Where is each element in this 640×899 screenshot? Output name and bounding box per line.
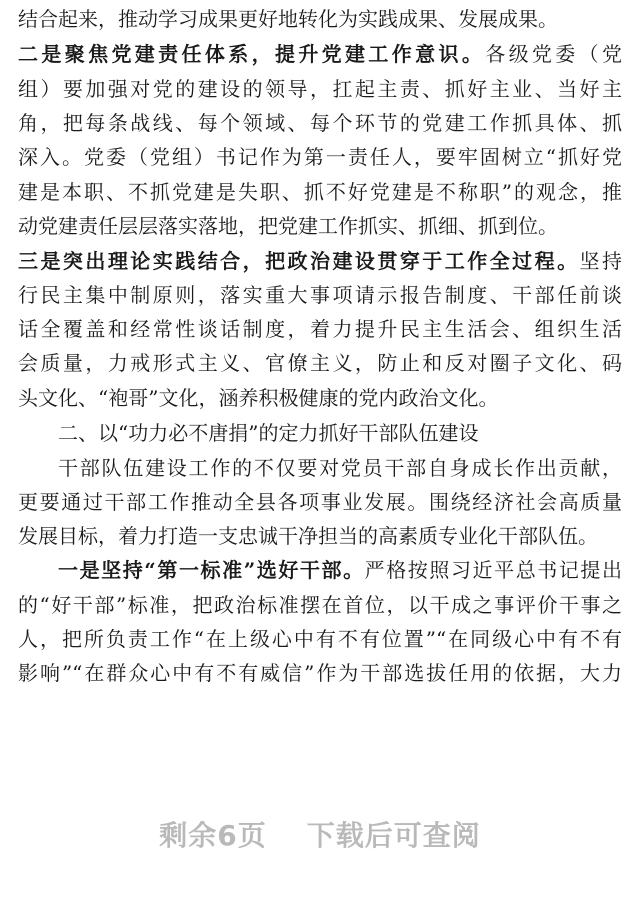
text-line bbox=[18, 244, 622, 279]
text-line bbox=[18, 37, 622, 72]
body-text: 行民主集中制原则，落实重大事项请示报告制度、干部任前谈 bbox=[18, 283, 622, 307]
body-text: 更要通过干部工作推动全县各项事业发展。围绕经济社会高质量 bbox=[18, 490, 622, 514]
text-line bbox=[18, 588, 622, 623]
text-line bbox=[18, 72, 622, 107]
text-line bbox=[18, 451, 622, 486]
remaining-pages-label: 剩余6页 bbox=[159, 819, 267, 852]
text-line bbox=[18, 346, 622, 381]
download-to-view-label: 下载后可查阅 bbox=[306, 819, 481, 852]
body-text: 影响”“在群众心中有不有威信”作为干部选拔任用的依据，大力 bbox=[18, 661, 622, 685]
body-text: 二、以“功力必不唐捐”的定力抓好干部队伍建设 bbox=[58, 421, 479, 445]
body-text: 建是本职、不抓党建是失职、抓不好党建是不称职”的观念，推 bbox=[18, 180, 622, 204]
text-line bbox=[18, 2, 622, 37]
text-line bbox=[18, 278, 622, 313]
body-text: 会质量，力戒形式主义、官僚主义，防止和反对圈子文化、码 bbox=[18, 351, 622, 375]
bold-heading-text: 一是坚持“第一标准”选好干部。 bbox=[58, 558, 365, 582]
text-line bbox=[18, 553, 622, 588]
text-line bbox=[18, 519, 622, 554]
text-line bbox=[18, 381, 622, 416]
text-line bbox=[18, 106, 622, 141]
bold-heading-text: 二是聚焦党建责任体系，提升党建工作意识。 bbox=[18, 42, 486, 66]
body-text: 严格按照习近平总书记提出 bbox=[364, 558, 622, 582]
body-text: 深入。党委（党组）书记作为第一责任人，要牢固树立“抓好党 bbox=[18, 145, 622, 169]
text-line bbox=[18, 175, 622, 210]
download-prompt bbox=[0, 814, 640, 854]
body-text: 各级党委（党 bbox=[485, 42, 622, 66]
body-text: 发展目标，着力打造一支忠诚干净担当的高素质专业化干部队伍。 bbox=[18, 524, 598, 548]
body-text: 人，把所负责工作“在上级心中有不有位置”“在同级心中有不有 bbox=[18, 627, 622, 651]
body-text: 结合起来，推动学习成果更好地转化为实践成果、发展成果。 bbox=[18, 7, 558, 31]
body-text: 的“好干部”标准，把政治标准摆在首位，以干成之事评价干事之 bbox=[18, 593, 622, 617]
body-text: 角，把每条战线、每个领域、每个环节的党建工作抓具体、抓 bbox=[18, 111, 622, 135]
bold-heading-text: 三是突出理论实践结合，把政治建设贯穿于工作全过程。 bbox=[18, 249, 580, 273]
text-line bbox=[18, 312, 622, 347]
body-text: 话全覆盖和经常性谈话制度，着力提升民主生活会、组织生活 bbox=[18, 317, 622, 341]
body-text: 头文化、“袍哥”文化，涵养积极健康的党内政治文化。 bbox=[18, 386, 499, 410]
text-line bbox=[18, 622, 622, 657]
body-text: 组）要加强对党的建设的领导，扛起主责、抓好主业、当好主 bbox=[18, 77, 622, 101]
text-line bbox=[18, 656, 622, 691]
text-line bbox=[18, 485, 622, 520]
body-text: 动党建责任层层落实落地，把党建工作抓实、抓细、抓到位。 bbox=[18, 214, 558, 238]
body-text: 干部队伍建设工作的不仅要对党员干部自身成长作出贡献， bbox=[58, 456, 622, 480]
text-line bbox=[18, 140, 622, 175]
body-text: 坚持 bbox=[579, 249, 622, 273]
text-line bbox=[18, 416, 622, 451]
text-line bbox=[18, 209, 622, 244]
